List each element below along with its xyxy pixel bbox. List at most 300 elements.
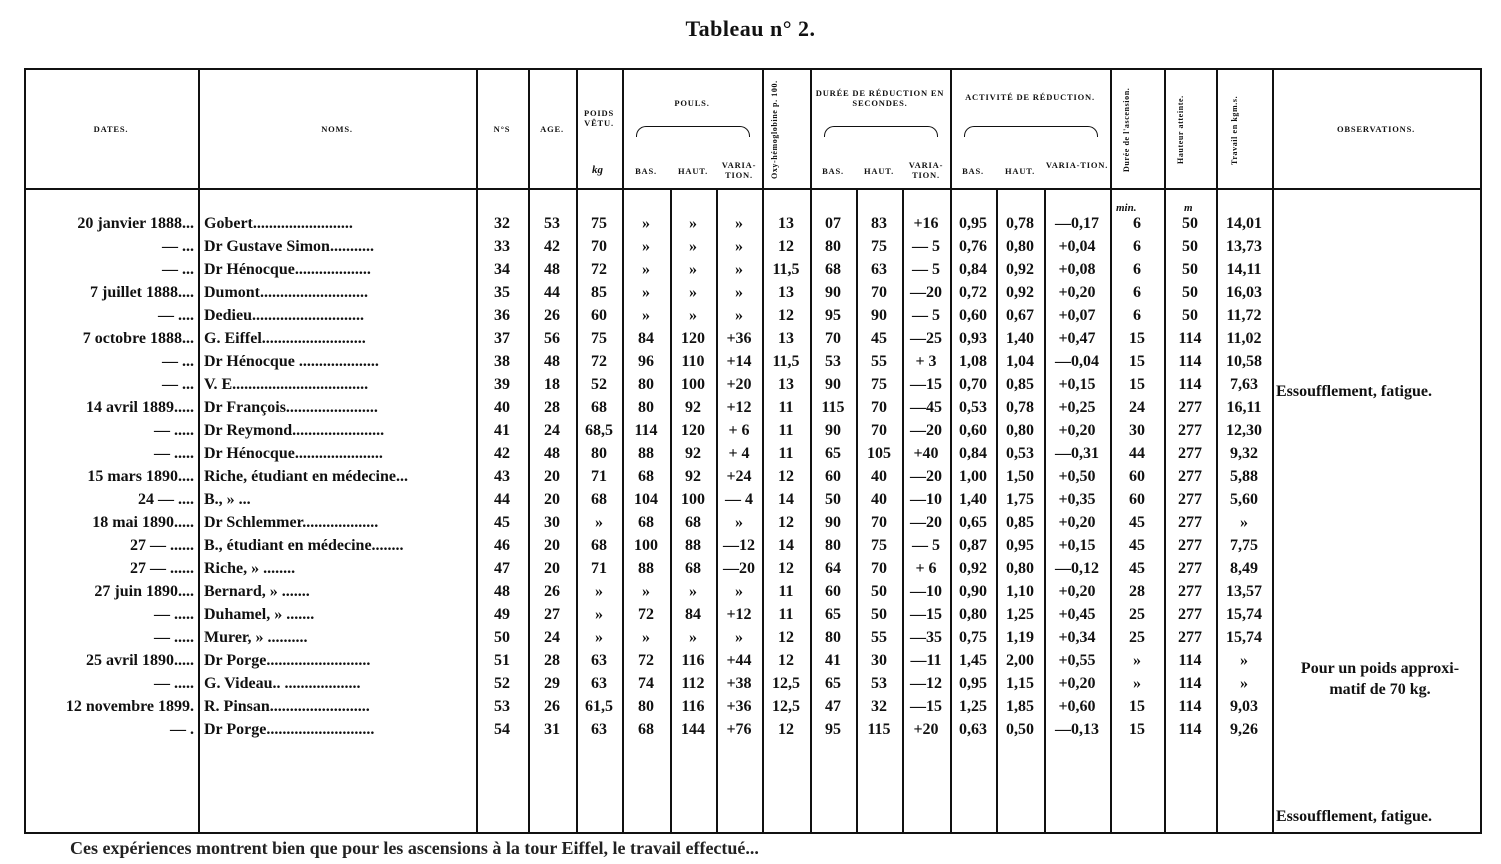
cell-ah: 0,85 bbox=[1006, 514, 1034, 531]
cell-ph: » bbox=[689, 629, 697, 646]
cell-ab: 1,45 bbox=[959, 652, 987, 669]
cell-ah: 1,15 bbox=[1006, 675, 1034, 692]
cell-db: 64 bbox=[825, 560, 841, 577]
cell-ph: 144 bbox=[681, 721, 705, 738]
cell-dur: 28 bbox=[1129, 583, 1145, 600]
cell-date: — ... bbox=[162, 353, 194, 370]
cell-haut: 50 bbox=[1182, 284, 1198, 301]
cell-db: 90 bbox=[825, 422, 841, 439]
cell-nom: B., » ... bbox=[204, 491, 251, 508]
footer-text: Ces expériences montrent bien que pour les ascensions à la tour Eiffel, le travail effectué... bbox=[70, 838, 759, 858]
table-row bbox=[24, 281, 1480, 304]
cell-pb: » bbox=[642, 629, 650, 646]
cell-no: 50 bbox=[494, 629, 510, 646]
cell-trav: 9,03 bbox=[1230, 698, 1258, 715]
cell-pv: +14 bbox=[726, 353, 752, 370]
cell-age: 20 bbox=[544, 537, 560, 554]
cell-date: — ..... bbox=[154, 629, 194, 646]
header-activite-bas: BAS. bbox=[962, 166, 984, 176]
cell-poids: 71 bbox=[591, 468, 607, 485]
cell-poids: 70 bbox=[591, 238, 607, 255]
cell-nom: Dr Reymond....................... bbox=[204, 422, 385, 439]
cell-no: 40 bbox=[494, 399, 510, 416]
cell-no: 44 bbox=[494, 491, 510, 508]
cell-dv: + 6 bbox=[915, 560, 937, 577]
cell-age: 28 bbox=[544, 652, 560, 669]
table-row bbox=[24, 603, 1480, 626]
cell-nom: Dr François....................... bbox=[204, 399, 378, 416]
cell-ab: 0,93 bbox=[959, 330, 987, 347]
cell-oxy: 11,5 bbox=[772, 353, 800, 370]
cell-no: 47 bbox=[494, 560, 510, 577]
cell-age: 42 bbox=[544, 238, 560, 255]
cell-oxy: 12,5 bbox=[772, 698, 800, 715]
cell-haut: 277 bbox=[1178, 399, 1202, 416]
cell-ab: 0,63 bbox=[959, 721, 987, 738]
cell-dv: +16 bbox=[913, 215, 939, 232]
cell-age: 26 bbox=[544, 307, 560, 324]
cell-poids: 61,5 bbox=[585, 698, 613, 715]
cell-ah: 1,19 bbox=[1006, 629, 1034, 646]
cell-no: 33 bbox=[494, 238, 510, 255]
cell-age: 20 bbox=[544, 560, 560, 577]
unit-min: min. bbox=[1116, 202, 1137, 214]
cell-poids: 60 bbox=[591, 307, 607, 324]
cell-nom: Dr Gustave Simon........... bbox=[204, 238, 374, 255]
cell-dv: —25 bbox=[910, 330, 942, 347]
header-activite-haut: HAUT. bbox=[1004, 166, 1036, 176]
cell-dur: 15 bbox=[1129, 330, 1145, 347]
cell-oxy: 12 bbox=[778, 468, 794, 485]
cell-trav: 9,32 bbox=[1230, 445, 1258, 462]
cell-trav: 15,74 bbox=[1226, 606, 1262, 623]
cell-nom: Dr Porge.......................... bbox=[204, 652, 371, 669]
cell-dur: 6 bbox=[1133, 284, 1141, 301]
cell-trav: 16,11 bbox=[1226, 399, 1262, 416]
cell-age: 24 bbox=[544, 629, 560, 646]
header-pouls-variation: VARIA-TION. bbox=[721, 160, 757, 180]
cell-ah: 1,50 bbox=[1006, 468, 1034, 485]
cell-ab: 0,75 bbox=[959, 629, 987, 646]
cell-pb: 68 bbox=[638, 721, 654, 738]
cell-pb: 72 bbox=[638, 606, 654, 623]
cell-no: 43 bbox=[494, 468, 510, 485]
cell-trav: » bbox=[1240, 675, 1248, 692]
header-travail: Travail en kgm.s. bbox=[1230, 95, 1239, 165]
cell-ah: 1,25 bbox=[1006, 606, 1034, 623]
cell-pv: —12 bbox=[723, 537, 755, 554]
cell-poids: 71 bbox=[591, 560, 607, 577]
cell-db: 95 bbox=[825, 721, 841, 738]
cell-ab: 0,60 bbox=[959, 307, 987, 324]
table-row bbox=[24, 465, 1480, 488]
activite-brace bbox=[964, 126, 1098, 137]
cell-dur: » bbox=[1133, 675, 1141, 692]
cell-av: +0,55 bbox=[1058, 652, 1096, 669]
cell-ph: » bbox=[689, 261, 697, 278]
cell-dv: —10 bbox=[910, 583, 942, 600]
cell-av: +0,45 bbox=[1058, 606, 1096, 623]
duree-brace bbox=[824, 126, 938, 137]
cell-ab: 0,84 bbox=[959, 445, 987, 462]
cell-nom: Murer, » .......... bbox=[204, 629, 308, 646]
cell-date: 27 — ...... bbox=[130, 560, 194, 577]
cell-poids: 68 bbox=[591, 399, 607, 416]
cell-pv: » bbox=[735, 583, 743, 600]
cell-ab: 0,90 bbox=[959, 583, 987, 600]
cell-av: +0,15 bbox=[1058, 537, 1096, 554]
cell-oxy: 13 bbox=[778, 215, 794, 232]
cell-date: 7 juillet 1888.... bbox=[90, 284, 194, 301]
cell-pb: 68 bbox=[638, 514, 654, 531]
cell-dv: —20 bbox=[910, 514, 942, 531]
table-row bbox=[24, 419, 1480, 442]
cell-dh: 30 bbox=[871, 652, 887, 669]
cell-poids: 85 bbox=[591, 284, 607, 301]
cell-ph: 110 bbox=[681, 353, 705, 370]
cell-no: 46 bbox=[494, 537, 510, 554]
cell-poids: 52 bbox=[591, 376, 607, 393]
cell-av: +0,50 bbox=[1058, 468, 1096, 485]
cell-haut: 114 bbox=[1178, 698, 1202, 715]
cell-haut: 277 bbox=[1178, 514, 1202, 531]
cell-ab: 0,60 bbox=[959, 422, 987, 439]
cell-db: 53 bbox=[825, 353, 841, 370]
cell-trav: 12,30 bbox=[1226, 422, 1262, 439]
cell-db: 90 bbox=[825, 376, 841, 393]
header-activite: ACTIVITÉ DE RÉDUCTION. bbox=[965, 92, 1095, 102]
cell-oxy: 12 bbox=[778, 560, 794, 577]
cell-ab: 0,87 bbox=[959, 537, 987, 554]
cell-ph: 92 bbox=[685, 468, 701, 485]
cell-pb: 80 bbox=[638, 399, 654, 416]
cell-no: 38 bbox=[494, 353, 510, 370]
cell-dur: 6 bbox=[1133, 215, 1141, 232]
table-row bbox=[24, 580, 1480, 603]
cell-no: 49 bbox=[494, 606, 510, 623]
cell-db: 90 bbox=[825, 284, 841, 301]
cell-trav: 11,72 bbox=[1226, 307, 1262, 324]
cell-pv: +38 bbox=[726, 675, 752, 692]
header-dates: DATES. bbox=[93, 124, 129, 134]
cell-ab: 1,25 bbox=[959, 698, 987, 715]
header-duree-ascension: Durée de l'ascension. bbox=[1122, 87, 1131, 173]
cell-pb: 80 bbox=[638, 376, 654, 393]
cell-haut: 277 bbox=[1178, 445, 1202, 462]
cell-pv: » bbox=[735, 215, 743, 232]
cell-db: 07 bbox=[825, 215, 841, 232]
cell-ab: 0,53 bbox=[959, 399, 987, 416]
cell-poids: 80 bbox=[591, 445, 607, 462]
cell-av: +0,60 bbox=[1058, 698, 1096, 715]
cell-no: 53 bbox=[494, 698, 510, 715]
table-row bbox=[24, 235, 1480, 258]
cell-poids: » bbox=[595, 606, 603, 623]
cell-ah: 1,10 bbox=[1006, 583, 1034, 600]
cell-ph: 116 bbox=[681, 698, 705, 715]
header-observations: OBSERVATIONS. bbox=[1336, 124, 1416, 134]
header-pouls-haut: HAUT. bbox=[677, 166, 709, 176]
cell-db: 65 bbox=[825, 675, 841, 692]
cell-dv: —15 bbox=[910, 376, 942, 393]
cell-ab: 1,40 bbox=[959, 491, 987, 508]
cell-age: 48 bbox=[544, 353, 560, 370]
cell-ah: 0,85 bbox=[1006, 376, 1034, 393]
cell-no: 36 bbox=[494, 307, 510, 324]
table-row bbox=[24, 672, 1480, 695]
cell-date: 24 — .... bbox=[138, 491, 194, 508]
cell-ah: 0,92 bbox=[1006, 284, 1034, 301]
cell-pb: » bbox=[642, 238, 650, 255]
cell-oxy: 12 bbox=[778, 629, 794, 646]
cell-date: — ..... bbox=[154, 422, 194, 439]
cell-trav: 16,03 bbox=[1226, 284, 1262, 301]
cell-dv: — 5 bbox=[912, 261, 940, 278]
cell-av: +0,15 bbox=[1058, 376, 1096, 393]
cell-dv: —20 bbox=[910, 284, 942, 301]
cell-ab: 0,65 bbox=[959, 514, 987, 531]
cell-ph: 120 bbox=[681, 422, 705, 439]
cell-av: +0,20 bbox=[1058, 514, 1096, 531]
cell-dur: 30 bbox=[1129, 422, 1145, 439]
cell-dv: —20 bbox=[910, 468, 942, 485]
cell-haut: 277 bbox=[1178, 491, 1202, 508]
cell-poids: 68 bbox=[591, 491, 607, 508]
cell-trav: 5,60 bbox=[1230, 491, 1258, 508]
cell-date: — ... bbox=[162, 238, 194, 255]
cell-poids: 63 bbox=[591, 721, 607, 738]
cell-nom: V. E.................................. bbox=[204, 376, 369, 393]
cell-dur: 15 bbox=[1129, 353, 1145, 370]
table-row bbox=[24, 258, 1480, 281]
cell-dv: +40 bbox=[913, 445, 939, 462]
cell-trav: 9,26 bbox=[1230, 721, 1258, 738]
cell-haut: 114 bbox=[1178, 675, 1202, 692]
cell-pb: 88 bbox=[638, 445, 654, 462]
cell-pv: » bbox=[735, 514, 743, 531]
cell-ph: 84 bbox=[685, 606, 701, 623]
header-age: AGE. bbox=[540, 124, 564, 134]
cell-db: 47 bbox=[825, 698, 841, 715]
cell-db: 80 bbox=[825, 238, 841, 255]
cell-age: 20 bbox=[544, 491, 560, 508]
cell-pv: +36 bbox=[726, 698, 752, 715]
cell-pb: 104 bbox=[634, 491, 658, 508]
cell-ph: 100 bbox=[681, 491, 705, 508]
cell-date: 27 — ...... bbox=[130, 537, 194, 554]
cell-dh: 40 bbox=[871, 491, 887, 508]
cell-dh: 53 bbox=[871, 675, 887, 692]
cell-dh: 55 bbox=[871, 353, 887, 370]
cell-pb: 68 bbox=[638, 468, 654, 485]
cell-trav: » bbox=[1240, 514, 1248, 531]
cell-av: +0,07 bbox=[1058, 307, 1096, 324]
cell-ab: 0,76 bbox=[959, 238, 987, 255]
cell-dur: 15 bbox=[1129, 721, 1145, 738]
unit-m: m bbox=[1184, 202, 1193, 214]
cell-nom: Dr Hénocque................... bbox=[204, 261, 371, 278]
cell-dur: 25 bbox=[1129, 629, 1145, 646]
cell-age: 27 bbox=[544, 606, 560, 623]
cell-pb: 88 bbox=[638, 560, 654, 577]
cell-pb: » bbox=[642, 307, 650, 324]
cell-pb: 84 bbox=[638, 330, 654, 347]
cell-trav: 14,11 bbox=[1226, 261, 1262, 278]
cell-haut: 114 bbox=[1178, 721, 1202, 738]
cell-date: 14 avril 1889..... bbox=[86, 399, 194, 416]
cell-av: +0,08 bbox=[1058, 261, 1096, 278]
cell-dv: —12 bbox=[910, 675, 942, 692]
cell-date: 25 avril 1890..... bbox=[86, 652, 194, 669]
cell-oxy: 12 bbox=[778, 721, 794, 738]
cell-no: 42 bbox=[494, 445, 510, 462]
cell-dur: 25 bbox=[1129, 606, 1145, 623]
cell-oxy: 11 bbox=[778, 606, 794, 623]
cell-nom: Bernard, » ....... bbox=[204, 583, 310, 600]
cell-poids: » bbox=[595, 514, 603, 531]
cell-dv: +20 bbox=[913, 721, 939, 738]
cell-dv: —20 bbox=[910, 422, 942, 439]
cell-date: 12 novembre 1899. bbox=[65, 698, 194, 715]
table-row bbox=[24, 718, 1480, 741]
cell-av: +0,20 bbox=[1058, 422, 1096, 439]
cell-db: 65 bbox=[825, 606, 841, 623]
cell-av: —0,17 bbox=[1055, 215, 1099, 232]
cell-poids: 63 bbox=[591, 675, 607, 692]
cell-pv: » bbox=[735, 261, 743, 278]
cell-ab: 0,92 bbox=[959, 560, 987, 577]
cell-pb: 100 bbox=[634, 537, 658, 554]
cell-ph: » bbox=[689, 215, 697, 232]
cell-no: 54 bbox=[494, 721, 510, 738]
cell-haut: 50 bbox=[1182, 238, 1198, 255]
cell-ab: 0,70 bbox=[959, 376, 987, 393]
cell-dv: — 5 bbox=[912, 537, 940, 554]
cell-oxy: 12 bbox=[778, 514, 794, 531]
cell-no: 34 bbox=[494, 261, 510, 278]
cell-pb: » bbox=[642, 284, 650, 301]
cell-ah: 0,78 bbox=[1006, 399, 1034, 416]
cell-haut: 114 bbox=[1178, 353, 1202, 370]
cell-pb: 72 bbox=[638, 652, 654, 669]
cell-nom: G. Videau.. ................... bbox=[204, 675, 361, 692]
cell-haut: 50 bbox=[1182, 307, 1198, 324]
header-duree-variation: VARIA-TION. bbox=[908, 160, 944, 180]
cell-dh: 83 bbox=[871, 215, 887, 232]
cell-av: —0,12 bbox=[1055, 560, 1099, 577]
cell-poids: 72 bbox=[591, 353, 607, 370]
table-row bbox=[24, 626, 1480, 649]
table-row bbox=[24, 442, 1480, 465]
header-poids-unit: kg bbox=[592, 164, 603, 176]
cell-pv: » bbox=[735, 307, 743, 324]
cell-pv: » bbox=[735, 629, 743, 646]
cell-pb: 80 bbox=[638, 698, 654, 715]
cell-ph: 100 bbox=[681, 376, 705, 393]
cell-pb: 74 bbox=[638, 675, 654, 692]
cell-haut: 50 bbox=[1182, 215, 1198, 232]
table-row bbox=[24, 373, 1480, 396]
cell-date: — . bbox=[170, 721, 194, 738]
table-row bbox=[24, 396, 1480, 419]
cell-oxy: 14 bbox=[778, 537, 794, 554]
cell-pv: —20 bbox=[723, 560, 755, 577]
cell-dh: 70 bbox=[871, 560, 887, 577]
header-duree-bas: BAS. bbox=[822, 166, 844, 176]
cell-age: 18 bbox=[544, 376, 560, 393]
cell-ab: 0,95 bbox=[959, 215, 987, 232]
cell-date: — ... bbox=[162, 261, 194, 278]
cell-dh: 90 bbox=[871, 307, 887, 324]
cell-poids: 68 bbox=[591, 537, 607, 554]
cell-trav: 5,88 bbox=[1230, 468, 1258, 485]
cell-date: 20 janvier 1888... bbox=[77, 215, 194, 232]
cell-oxy: 12 bbox=[778, 307, 794, 324]
cell-ph: » bbox=[689, 284, 697, 301]
header-hauteur: Hauteur atteinte. bbox=[1176, 95, 1185, 165]
cell-trav: 8,49 bbox=[1230, 560, 1258, 577]
cell-poids: » bbox=[595, 629, 603, 646]
observation-3: Essoufflement, fatigue. bbox=[1276, 808, 1432, 825]
cell-dh: 40 bbox=[871, 468, 887, 485]
cell-av: +0,20 bbox=[1058, 583, 1096, 600]
cell-haut: 50 bbox=[1182, 261, 1198, 278]
cell-pb: 96 bbox=[638, 353, 654, 370]
page-title: Tableau n° 2. bbox=[685, 16, 816, 41]
header-poids: POIDS VÊTU. bbox=[584, 108, 614, 128]
cell-av: —0,13 bbox=[1055, 721, 1099, 738]
observation-2-line2: matif de 70 kg. bbox=[1329, 681, 1431, 698]
cell-haut: 114 bbox=[1178, 330, 1202, 347]
cell-av: +0,20 bbox=[1058, 284, 1096, 301]
cell-dh: 45 bbox=[871, 330, 887, 347]
cell-date: 27 juin 1890.... bbox=[94, 583, 194, 600]
table-row bbox=[24, 511, 1480, 534]
cell-db: 80 bbox=[825, 629, 841, 646]
cell-oxy: 14 bbox=[778, 491, 794, 508]
cell-dv: —15 bbox=[910, 606, 942, 623]
cell-dv: —11 bbox=[910, 652, 942, 669]
cell-poids: » bbox=[595, 583, 603, 600]
cell-oxy: 12 bbox=[778, 652, 794, 669]
cell-no: 41 bbox=[494, 422, 510, 439]
cell-ab: 1,00 bbox=[959, 468, 987, 485]
cell-av: +0,34 bbox=[1058, 629, 1096, 646]
cell-ph: 92 bbox=[685, 445, 701, 462]
cell-trav: 14,01 bbox=[1226, 215, 1262, 232]
cell-dur: 44 bbox=[1129, 445, 1145, 462]
header-noms: NOMS. bbox=[321, 124, 353, 134]
cell-date: — ... bbox=[162, 376, 194, 393]
cell-ph: 68 bbox=[685, 514, 701, 531]
cell-dur: » bbox=[1133, 652, 1141, 669]
cell-pv: +76 bbox=[726, 721, 752, 738]
cell-pv: +36 bbox=[726, 330, 752, 347]
cell-pv: +20 bbox=[726, 376, 752, 393]
cell-dv: —35 bbox=[910, 629, 942, 646]
cell-nom: Riche, » ........ bbox=[204, 560, 296, 577]
cell-haut: 277 bbox=[1178, 468, 1202, 485]
cell-dur: 60 bbox=[1129, 491, 1145, 508]
cell-db: 65 bbox=[825, 445, 841, 462]
header-number: N°S bbox=[493, 124, 511, 134]
cell-nom: R. Pinsan......................... bbox=[204, 698, 370, 715]
cell-haut: 277 bbox=[1178, 606, 1202, 623]
cell-date: — ..... bbox=[154, 606, 194, 623]
table-row bbox=[24, 212, 1480, 235]
cell-dh: 70 bbox=[871, 422, 887, 439]
cell-oxy: 13 bbox=[778, 284, 794, 301]
